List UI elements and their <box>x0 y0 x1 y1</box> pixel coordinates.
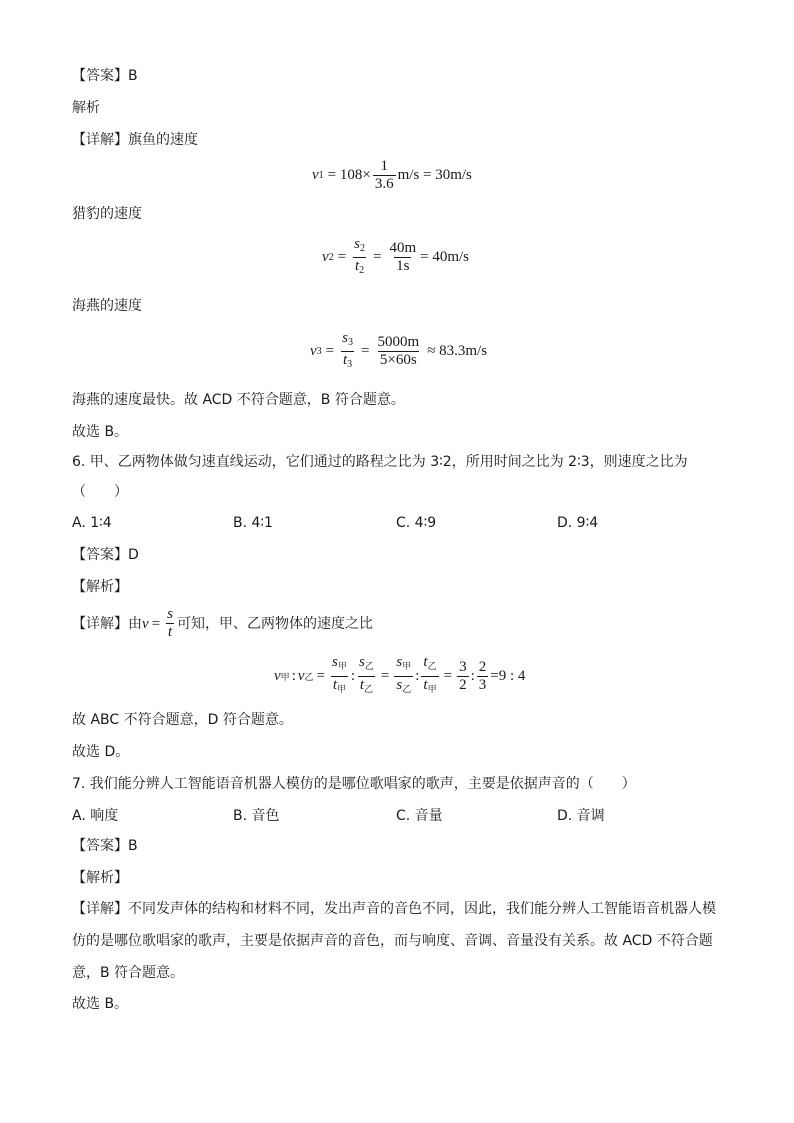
q5-analysis-heading: 解析 <box>72 100 100 116</box>
q6-choose: 故选 D。 <box>72 744 130 760</box>
q5-answer-line <box>72 66 138 86</box>
detail-label: 【详解】 <box>72 615 128 632</box>
q5-formula-v1: v 1 = 108× $\frac{1}{3.6}$ m/s = 30m/s <box>312 158 472 192</box>
answer-value: D <box>128 547 139 563</box>
fraction: $\frac{s_乙}{t_乙}$ <box>357 654 376 699</box>
q7-analysis-heading: 【解析】 <box>72 870 128 886</box>
detail-label: 【详解】 <box>72 132 128 148</box>
fraction: $\frac{s_甲}{s_乙}$ <box>394 654 413 699</box>
answer-value: B <box>128 838 138 854</box>
q6-analysis-heading: 【解析】 <box>72 579 128 595</box>
q7-option-c: C. 音量 <box>396 808 443 824</box>
fraction: $\frac{40m}{1s}$ <box>389 240 417 274</box>
answer-value: B <box>128 68 138 84</box>
fraction: $\frac{s_甲}{t_甲}$ <box>330 654 349 699</box>
fraction: $\frac{s_3}{t_3}$ <box>340 330 355 373</box>
q6-option-c: C. 4∶9 <box>396 515 437 531</box>
q6-option-a: A. 1∶4 <box>72 515 112 531</box>
q7-detail-line-1: 【详解】不同发声体的结构和材料不同，发出声音的音色不同，因此，我们能分辨人工智能语音机器人模 <box>72 901 716 917</box>
fraction: $\frac{3}{2}$ <box>459 659 467 693</box>
q7-answer-line <box>72 836 138 856</box>
q7-option-b: B. 音色 <box>233 808 280 824</box>
q6-conclusion: 故 ABC 不符合题意，D 符合题意。 <box>72 712 293 728</box>
detail-label: 【详解】 <box>72 901 128 917</box>
fraction: $\frac{1}{3.6}$ <box>374 158 394 192</box>
q5-detail-line <box>72 130 198 150</box>
q7-option-d: D. 音调 <box>557 808 605 824</box>
q6-paren: （ ） <box>72 484 128 500</box>
q5-choose: 故选 B。 <box>72 424 129 440</box>
q5-cheetah-line: 猎豹的速度 <box>72 206 142 222</box>
q6-ratio-formula: v 甲 : v 乙 = $\frac{s_甲}{t_甲}$ : $\frac{s_乙}{t_乙}$ = $\frac{s_甲}{s_乙}$ : $\frac{t_乙}{t_甲}$ = $\frac{3}{2}$ : $\frac{2}{3}$ =9 : 4 <box>274 654 525 699</box>
answer-label: 【答案】 <box>72 838 128 854</box>
q6-detail-line: 【详解】 由 v = $\frac{s}{t}$ 可知，甲、乙两物体的速度之比 <box>72 606 373 640</box>
fraction: $\frac{5000m}{5\times 60s}$ <box>377 334 420 368</box>
q7-detail-line-2: 仿的是哪位歌唱家的歌声，主要是依据声音的音色，而与响度、音调、音量没有关系。故 ACD 不符合题 <box>72 933 713 949</box>
q6-option-d: D. 9∶4 <box>557 515 599 531</box>
fraction: $\frac{2}{3}$ <box>478 659 487 693</box>
q5-formula-v2: v 2 = $\frac{s_2}{t_2}$ = $\frac{40m}{1s}$ = 40m/s <box>322 236 469 279</box>
q5-formula-v3: v 3 = $\frac{s_3}{t_3}$ = $\frac{5000m}{5\times 60s}$ ≈ 83.3m/s <box>310 330 487 373</box>
q5-conclusion: 海燕的速度最快。故 ACD 不符合题意，B 符合题意。 <box>72 392 405 408</box>
q5-swallow-line: 海燕的速度 <box>72 298 142 314</box>
q7-choose: 故选 B。 <box>72 996 129 1012</box>
fraction: $\frac{s}{t}$ <box>167 606 173 640</box>
speed-formula: v = $\frac{s}{t}$ <box>142 606 173 640</box>
answer-label: 【答案】 <box>72 68 128 84</box>
detail-text: 旗鱼的速度 <box>128 132 198 148</box>
answer-label: 【答案】 <box>72 547 128 563</box>
q7-option-a: A. 响度 <box>72 808 119 824</box>
q6-answer-line <box>72 545 139 565</box>
q6-option-b: B. 4∶1 <box>233 515 273 531</box>
q7-detail-line-3: 意，B 符合题意。 <box>72 965 185 981</box>
q7-question: 7. 我们能分辨人工智能语音机器人模仿的是哪位歌唱家的歌声，主要是依据声音的（ ） <box>72 776 636 792</box>
q6-question: 6. 甲、乙两物体做匀速直线运动，它们通过的路程之比为 3∶2，所用时间之比为 2∶3，则速度之比为 <box>72 454 688 470</box>
fraction: $\frac{t_乙}{t_甲}$ <box>421 654 438 699</box>
fraction: $\frac{s_2}{t_2}$ <box>352 236 367 279</box>
